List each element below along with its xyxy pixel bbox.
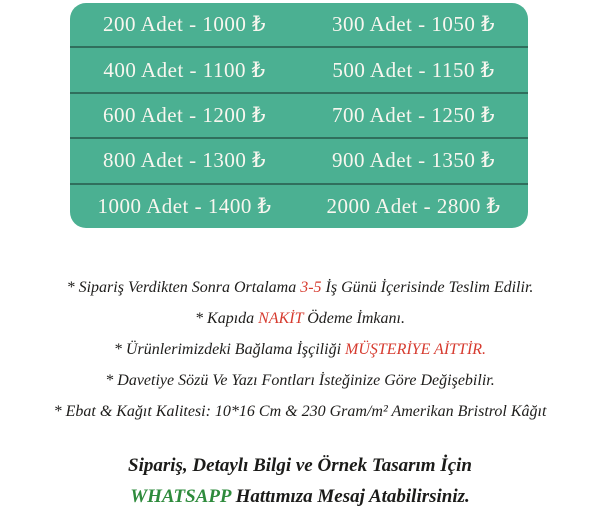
price-cell: 700 Adet - 1250 ₺ [331, 103, 496, 128]
note-text: Ödeme İmkanı. [303, 310, 405, 327]
note-text: İş Günü İçerisinde Teslim Edilir. [321, 279, 534, 296]
price-cell: 400 Adet - 1100 ₺ [103, 57, 266, 82]
price-cell: 900 Adet - 1350 ₺ [331, 148, 496, 173]
table-row [70, 92, 528, 137]
price-table [70, 3, 528, 228]
note-text: * Kapıda [195, 310, 259, 327]
table-row [70, 183, 528, 228]
note-text: * Davetiye Sözü Ve Yazı Fontları İsteğinize Göre Değişebilir. [105, 372, 495, 389]
price-cell: 500 Adet - 1150 ₺ [332, 57, 495, 82]
note-text: * Ebat & Kağıt Kalitesi: 10*16 Cm & 230 Gram/m² Amerikan Bristrol Kâğıt [53, 403, 547, 420]
note-highlight-red: NAKİT [258, 310, 304, 327]
price-cell: 300 Adet - 1050 ₺ [331, 12, 496, 37]
price-cell: 2000 Adet - 2800 ₺ [326, 193, 501, 218]
price-cell: 600 Adet - 1200 ₺ [102, 103, 267, 128]
footer-line2-rest: Hattımıza Mesaj Atabilirsiniz. [230, 486, 470, 507]
whatsapp-label: WHATSAPP [130, 486, 231, 507]
note-delivery [0, 272, 600, 303]
footer-line2 [0, 481, 600, 512]
note-text: * Ürünlerimizdeki Bağlama İşçiliği [113, 341, 346, 358]
table-row [70, 3, 528, 46]
note-highlight-red: 3-5 [300, 279, 322, 296]
note-cash-payment [0, 303, 600, 334]
note-paper-quality [0, 396, 600, 427]
notes-section [0, 272, 600, 427]
footer-line1: Sipariş, Detaylı Bilgi ve Örnek Tasarım İçin [128, 455, 472, 476]
table-row [70, 46, 528, 91]
note-text: * Sipariş Verdikten Sonra Ortalama [66, 279, 301, 296]
note-binding-labor [0, 334, 600, 365]
footer-section [0, 450, 600, 512]
price-cell: 1000 Adet - 1400 ₺ [97, 193, 272, 218]
table-row [70, 137, 528, 182]
note-highlight-red: MÜŞTERİYE AİTTİR. [345, 341, 487, 358]
price-cell: 800 Adet - 1300 ₺ [102, 148, 267, 173]
price-cell: 200 Adet - 1000 ₺ [102, 12, 267, 37]
note-fonts-changeable [0, 365, 600, 396]
